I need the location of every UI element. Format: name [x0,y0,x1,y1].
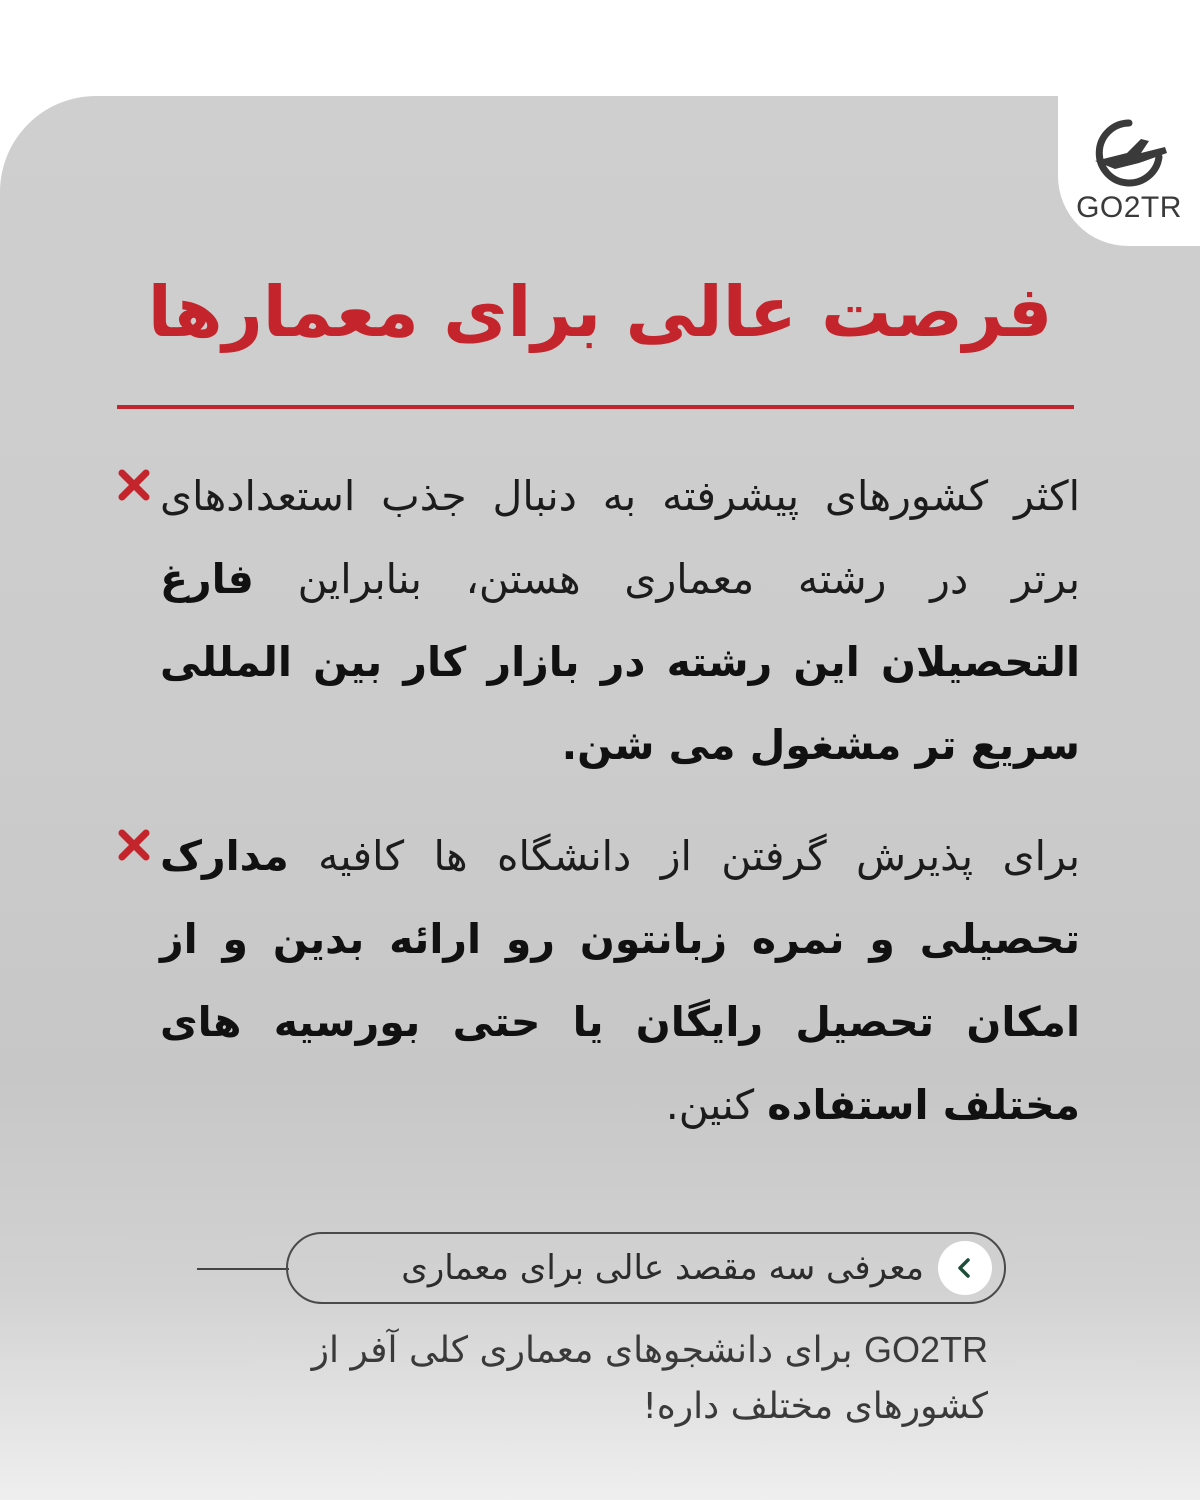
page-title: فرصت عالی برای معمارها [147,271,1053,353]
cta-button[interactable] [286,1232,1006,1304]
cta-label: معرفی سه مقصد عالی برای معماری [401,1248,924,1288]
bullet-text [160,815,1080,1147]
bullet-text [160,455,1080,787]
title-divider [117,405,1074,409]
bullet-item [110,815,1080,1147]
bullet-item [110,455,1080,787]
logo-text: GO2TR [1076,191,1182,224]
bullet-text-bold: فارغ التحصیلان این رشته در بازار کار بین المللی سریع تر مشغول می شن. [160,555,1080,769]
cta-connector-line [197,1268,289,1270]
brand-logo[interactable] [1058,96,1200,246]
bullet-text-regular: کنین. [665,1081,768,1129]
x-mark-icon [114,825,154,865]
plane-globe-icon [1087,117,1171,189]
footer-brand: GO2TR [863,1329,988,1370]
footer-text: برای دانشجوهای معماری کلی آفر از کشورهای مختلف داره! [311,1330,988,1427]
chevron-left-icon [952,1255,978,1281]
bullet-text-regular: اکثر کشورهای پیشرفته به دنبال جذب استعدادهای برتر در رشته معماری هستن، بنابراین [160,472,1080,603]
cta-chevron-circle[interactable] [938,1241,992,1295]
x-mark-icon [114,465,154,505]
footer-note [180,1322,988,1435]
bullet-text-bold: مدارک تحصیلی و نمره زبانتون رو ارائه بدین و از امکان تحصیل رایگان یا حتی بورسیه های مختلف استفاده [160,832,1080,1129]
bullet-text-regular: برای پذیرش گرفتن از دانشگاه ها کافیه [288,832,1080,880]
